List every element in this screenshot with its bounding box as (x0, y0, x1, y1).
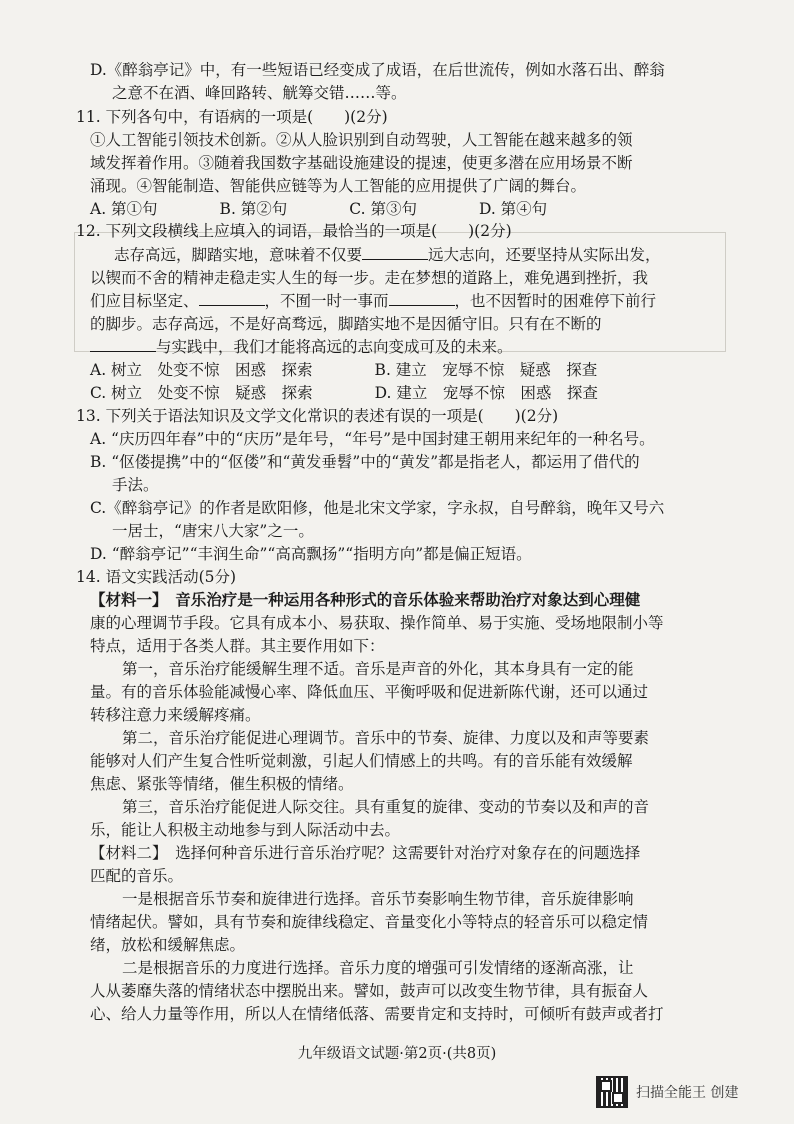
q13-option-d: D. “醉翁亭记”“丰润生命”“高高飘扬”“指明方向”都是偏正短语。 (90, 545, 532, 563)
question-13-stem: 13. 下列关于语法知识及文学文化常识的表述有误的一项是( )(2分) (76, 407, 559, 425)
q11-text-line1: ①人工智能引领技术创新。②从人脸识别到自动驾驶，人工智能在越来越多的领 (90, 131, 633, 149)
q12-line3-part-c: ，也不因暂时的困难停下前行 (454, 292, 657, 310)
watermark-text: 扫描全能王 创建 (636, 1085, 739, 1101)
q11-text-line2: 域发挥着作用。③随着我国数字基础设施建设的提速，使更多潜在应用场景不断 (90, 154, 633, 172)
material-2-line3: 一是根据音乐节奏和旋律进行选择。音乐节奏影响生物节律，音乐旋律影响 (122, 890, 634, 908)
material-1-line7: 第二，音乐治疗能促进心理调节。音乐中的节奏、旋律、力度以及和声等要素 (122, 729, 650, 747)
material-2-line5: 绪，放松和缓解焦虑。 (90, 936, 246, 954)
material-2-line1: 【材料二】 选择何种音乐进行音乐治疗呢？这需要针对治疗对象存在的问题选择 (90, 844, 641, 862)
material-2-line7: 人从萎靡失落的情绪状态中摆脱出来。譬如，鼓声可以改变生物节律，具有振奋人 (90, 982, 649, 1000)
q12-passage-line2: 以锲而不舍的精神走稳走实人生的每一步。走在梦想的道路上，难免遇到挫折，我 (90, 269, 649, 287)
q12-line3-part-b: ，不囿一时一事而 (264, 292, 389, 310)
option-d-q10-line2: 之意不在酒、峰回路转、觥筹交错……等。 (112, 84, 407, 102)
q12-passage-line3 (90, 290, 656, 312)
material-2-line2: 匹配的音乐。 (90, 867, 184, 885)
material-1-line11: 乐，能让人积极主动地参与到人际活动中去。 (90, 821, 401, 839)
q12-line1-part-b: 远大志向，还要坚持从实际出发， (428, 246, 661, 264)
q12-passage-line4: 的脚步。志存高远，不是好高骛远，脚踏实地不是因循守旧。只有在不断的 (90, 315, 602, 333)
material-2-line4: 情绪起伏。譬如，具有节奏和旋律线稳定、音量变化小等特点的轻音乐可以稳定情 (90, 913, 649, 931)
q12-passage-line1 (114, 244, 661, 266)
question-11-stem: 11. 下列各句中，有语病的一项是( )(2分) (76, 108, 388, 126)
material-1-line8: 能够对人们产生复合性听觉刺激，引起人们情感上的共鸣。有的音乐能有效缓解 (90, 752, 633, 770)
q12-options-ab: A. 树立 处变不惊 困惑 探索 B. 建立 宠辱不惊 疑惑 探查 (90, 361, 598, 379)
question-12-stem: 12. 下列文段横线上应填入的词语，最恰当的一项是( )(2分) (76, 222, 512, 240)
material-1-line9: 焦虑、紧张等情绪，催生积极的情绪。 (90, 775, 354, 793)
blank-3 (389, 291, 455, 306)
page-footer: 九年级语文试题·第2页·(共8页) (297, 1046, 497, 1062)
blank-2 (199, 291, 265, 306)
q12-line1-part-a: 志存高远，脚踏实地，意味着不仅要 (114, 246, 363, 264)
q11-options: A. 第①句 B. 第②句 C. 第③句 D. 第④句 (90, 200, 548, 218)
q13-option-c-line2: 一居士，“唐宋八大家”之一。 (112, 522, 314, 540)
material-2-line6: 二是根据音乐的力度进行选择。音乐力度的增强可引发情绪的逐渐高涨，让 (122, 959, 634, 977)
blank-4 (90, 337, 156, 352)
q12-line3-part-a: 们应目标坚定、 (90, 292, 199, 310)
q12-options-cd: C. 树立 处变不惊 疑惑 探索 D. 建立 宠辱不惊 困惑 探查 (90, 384, 598, 402)
material-1-line10: 第三，音乐治疗能促进人际交往。具有重复的旋律、变动的节奏以及和声的音 (122, 798, 650, 816)
qr-code-icon (596, 1076, 628, 1108)
q13-option-c-line1: C.《醉翁亭记》的作者是欧阳修，他是北宋文学家，字永叔，自号醉翁，晚年又号六 (90, 499, 665, 517)
q11-text-line3: 涌现。④智能制造、智能供应链等为人工智能的应用提供了广阔的舞台。 (90, 177, 587, 195)
question-14-stem: 14. 语文实践活动(5分) (76, 568, 237, 586)
material-1-line3: 特点，适用于各类人群。其主要作用如下： (90, 637, 385, 655)
material-1-line6: 转移注意力来缓解疼痛。 (90, 706, 261, 724)
material-1-line1: 【材料一】 音乐治疗是一种运用各种形式的音乐体验来帮助治疗对象达到心理健 (90, 590, 641, 609)
q13-option-b-line1: B. “伛偻提携”中的“伛偻”和“黄发垂髫”中的“黄发”都是指老人，都运用了借代的 (90, 453, 640, 471)
scanner-watermark (596, 1076, 738, 1108)
q13-option-a: A. “庆历四年春”中的“庆历”是年号，“年号”是中国封建王朝用来纪年的一种名号。 (90, 430, 655, 448)
option-d-q10-line1: D.《醉翁亭记》中，有一些短语已经变成了成语，在后世流传，例如水落石出、醉翁 (90, 61, 665, 79)
blank-1 (362, 245, 428, 260)
material-1-line2: 康的心理调节手段。它具有成本小、易获取、操作简单、易于实施、受场地限制小等 (90, 614, 664, 632)
material-1-line5: 量。有的音乐体验能减慢心率、降低血压、平衡呼吸和促进新陈代谢，还可以通过 (90, 683, 649, 701)
q12-line5-text: 与实践中，我们才能将高远的志向变成可及的未来。 (156, 338, 513, 356)
material-1-line4: 第一，音乐治疗能缓解生理不适。音乐是声音的外化，其本身具有一定的能 (122, 660, 634, 678)
q12-passage-line5 (90, 336, 513, 358)
material-2-line8: 心、给人力量等作用，所以人在情绪低落、需要肯定和支持时，可倾听有鼓声或者打 (90, 1005, 664, 1023)
q13-option-b-line2: 手法。 (112, 476, 159, 494)
